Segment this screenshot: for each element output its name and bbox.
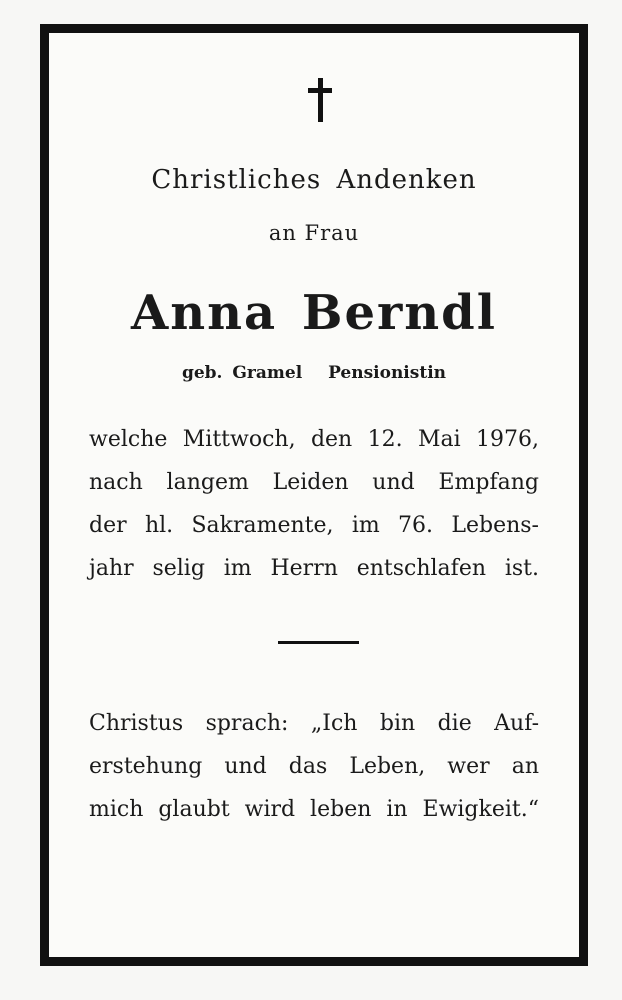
body-line-3: der hl. Sakramente, im 76. Lebens- [89, 513, 539, 538]
latin-cross-icon [308, 78, 332, 122]
body-line-4: jahr selig im Herrn entschlafen ist. [89, 556, 539, 581]
maiden-name-and-occupation [49, 363, 579, 383]
quote-line-3: mich glaubt wird leben in Ewigkeit.“ [89, 797, 539, 822]
deceased-name: Anna Berndl [131, 285, 497, 341]
body-line-2: nach langem Leiden und Empfang [89, 470, 539, 495]
divider-rule [278, 641, 359, 644]
occupation: Pensionistin [328, 363, 447, 383]
maiden-name: geb. Gramel [181, 363, 303, 383]
black-mourning-border [40, 24, 588, 966]
body-line-1: welche Mittwoch, den 12. Mai 1976, [89, 427, 539, 452]
card-content [49, 33, 579, 957]
quote-line-1: Christus sprach: „Ich bin die Auf- [89, 711, 539, 736]
quote-line-2: erstehung und das Leben, wer an [89, 754, 539, 779]
card-heading: Christliches Andenken [151, 165, 477, 195]
addressee-line: an Frau [268, 221, 360, 245]
